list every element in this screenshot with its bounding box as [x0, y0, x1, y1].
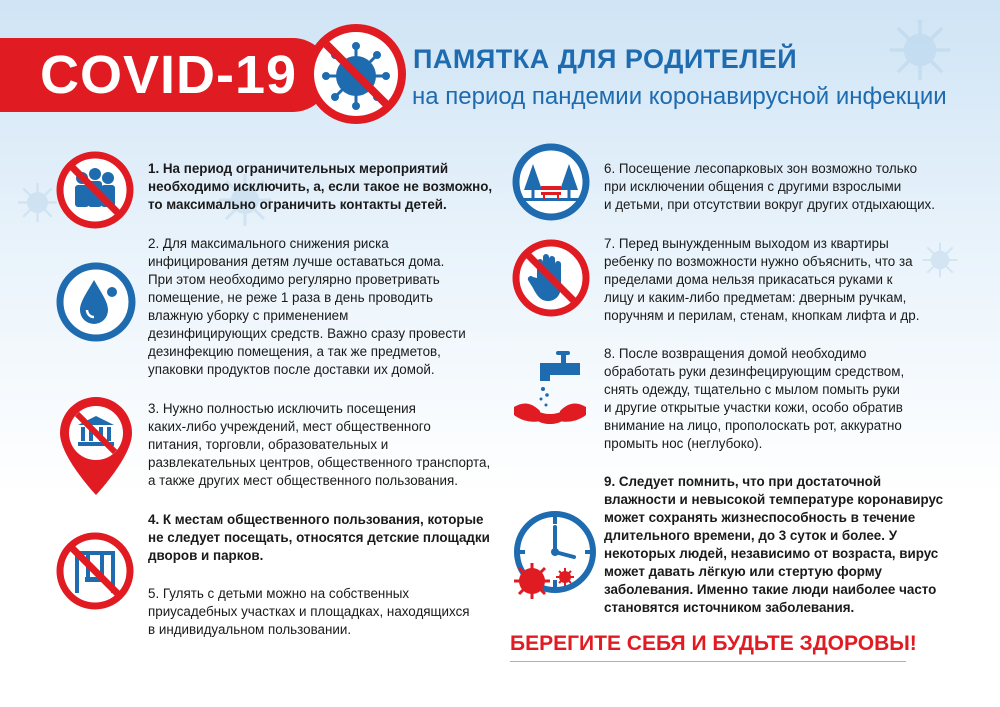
park-bench-icon — [511, 142, 591, 222]
item-7-text: 7. Перед вынужденным выходом из квартиры ребенку по возможности нужно объяснить, что за пределами дома нельзя прикасаться руками к лицу и каким-либо предметам: дверным ручкам, поручням и перилам, стенам, кнопкам лифта и др. — [604, 236, 920, 323]
item-1-text: 1. На период ограничительных мероприятий необходимо исключить, а, если такое не возможно, то максимально ограничить контакты детей. — [148, 161, 493, 212]
item-2-text: 2. Для максимального снижения риска инфицирования детям лучше оставаться дома. При этом необходимо регулярно проветривать помещение, не реже 1 раза в день проводить влажную уборку с применением дезинфицирующих средств. Важно сразу провести дезинфекцию помещения, а так же предметов, упаковки продуктов после доставки их домой. — [148, 236, 466, 377]
no-crowd-icon — [55, 150, 135, 230]
footer-slogan: БЕРЕГИТЕ СЕБЯ И БУДЬТЕ ЗДОРОВЫ! — [510, 632, 917, 655]
no-playground-icon — [55, 531, 135, 611]
banner-title: COVID-19 — [40, 45, 298, 105]
item-8-text: 8. После возвращения домой необходимо обработать руки дезинфецирующим средством, снять одежду, тщательно с мылом помыть руки и другие открытые участки кожи, особо обратив внимание на лицо, прополоскать рот, аккуратно промыть нос (неглубоко). — [604, 346, 905, 451]
hand-wash-icon — [510, 345, 590, 430]
clock-virus-icon — [508, 505, 598, 605]
footer-divider — [510, 661, 906, 662]
item-4-text: 4. К местам общественного пользования, которые не следует посещать, относятся детские площадки дворов и парков. — [148, 512, 490, 563]
no-virus-icon — [306, 24, 406, 124]
page-title: ПАМЯТКА ДЛЯ РОДИТЕЛЕЙ — [413, 44, 798, 74]
item-6-text: 6. Посещение лесопарковых зон возможно только при исключении общения с другими взрослыми и детьми, при отсутствии вокруг других отдыхающих. — [604, 161, 935, 212]
item-9-text: 9. Следует помнить, что при достаточной влажности и невысокой температуре коронавирус может сохранять жизнеспособность в течение длительного времени, до 3 суток и более. У некоторых людей, независимо от возраста, вирус может давать лёгкую или стертую форму заболевания. Именно такие люди наиболее часто становятся источником заболевания. — [604, 474, 944, 615]
background-virus-icon — [885, 15, 955, 85]
water-drop-icon — [56, 262, 136, 342]
background-virus-icon — [15, 180, 60, 225]
no-public-building-icon — [56, 394, 136, 499]
no-touch-hand-icon — [511, 238, 591, 318]
item-5-text: 5. Гулять с детьми можно на собственных приусадебных участках и площадках, находящихся в индивидуальном пользовании. — [148, 586, 470, 637]
page-subtitle: на период пандемии коронавирусной инфекции — [412, 83, 947, 110]
item-3-text: 3. Нужно полностью исключить посещения каких-либо учреждений, мест общественного питания, торговли, образовательных и развлекательных центров, общественного транспорта, а также других мест общественного пользования. — [148, 401, 491, 488]
